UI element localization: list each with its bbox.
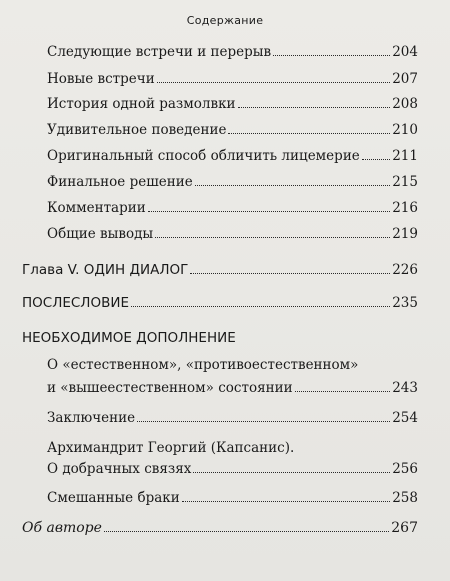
toc-entry-page: 211 — [392, 148, 418, 164]
toc-entry-title: Смешанные браки — [47, 490, 180, 506]
toc-entry-page: 215 — [392, 174, 418, 190]
toc-entry-title: Общие выводы — [47, 226, 154, 242]
toc-chapter — [22, 330, 418, 346]
toc-entry-title-line2: О добрачных связях — [47, 461, 192, 477]
toc-entry-title: Новые встречи — [47, 71, 155, 87]
toc-chapter — [22, 262, 418, 278]
toc-chapter-title: ПОСЛЕСЛОВИЕ — [22, 295, 129, 311]
leader-dots — [195, 184, 390, 186]
toc-chapter — [22, 295, 418, 311]
toc-chapter-page: 226 — [392, 262, 418, 278]
toc-chapter-title: Глава V. ОДИН ДИАЛОГ — [22, 262, 189, 278]
toc-entry-title: История одной размолвки — [47, 96, 236, 112]
leader-dots — [273, 54, 390, 56]
toc-entry-page: 204 — [392, 44, 418, 60]
toc-entry-title: Оригинальный способ обличить лицемерие — [47, 148, 360, 164]
leader-dots — [362, 158, 390, 160]
page-header: Содержание — [186, 14, 264, 27]
leader-dots — [182, 500, 391, 502]
toc-entry — [47, 71, 418, 87]
toc-entry-title: Финальное решение — [47, 174, 193, 190]
leader-dots — [104, 530, 389, 532]
toc-entry — [47, 174, 418, 190]
leader-dots — [155, 236, 390, 238]
toc-entry-page: 243 — [392, 380, 418, 396]
toc-chapter-page: 235 — [392, 295, 418, 311]
toc-entry-title: Заключение — [47, 410, 136, 426]
toc-entry-page: 207 — [392, 71, 418, 87]
toc-entry-page: 208 — [392, 96, 418, 112]
leader-dots — [295, 390, 391, 392]
toc-entry-title-line1: Архимандрит Георгий (Капсанис). — [47, 440, 295, 456]
leader-dots — [193, 471, 390, 473]
toc-entry-page: 210 — [392, 122, 418, 138]
leader-dots — [190, 272, 390, 274]
toc-entry-page: 256 — [392, 461, 418, 477]
toc-entry-title: Комментарии — [47, 200, 146, 216]
toc-entry — [47, 461, 418, 477]
toc-entry — [47, 96, 418, 112]
leader-dots — [228, 132, 390, 134]
toc-entry — [47, 490, 418, 506]
toc-entry-page: 258 — [392, 490, 418, 506]
toc-entry — [47, 226, 418, 242]
toc-entry-title-line2: и «вышеестественном» состоянии — [47, 380, 293, 396]
leader-dots — [137, 420, 390, 422]
toc-entry-page: 216 — [392, 200, 418, 216]
toc-entry — [47, 44, 418, 60]
leader-dots — [131, 305, 390, 307]
leader-dots — [157, 81, 391, 83]
toc-entry — [22, 520, 418, 536]
toc-entry-page: 254 — [392, 410, 418, 426]
toc-entry-title: Следующие встречи и перерыв — [47, 44, 272, 60]
leader-dots — [238, 106, 391, 108]
toc-chapter-title: НЕОБХОДИМОЕ ДОПОЛНЕНИЕ — [22, 330, 236, 346]
toc-entry-title-line1: О «естественном», «противоестественном» — [47, 357, 359, 373]
toc-entry-title: Об авторе — [22, 520, 102, 536]
toc-entry — [47, 200, 418, 216]
toc-entry — [47, 148, 418, 164]
toc-entry — [47, 122, 418, 138]
toc-entry — [47, 380, 418, 396]
toc-entry-page: 267 — [391, 520, 418, 536]
leader-dots — [148, 210, 391, 212]
toc-entry — [47, 410, 418, 426]
toc-entry-title: Удивительное поведение — [47, 122, 227, 138]
toc-entry-page: 219 — [392, 226, 418, 242]
